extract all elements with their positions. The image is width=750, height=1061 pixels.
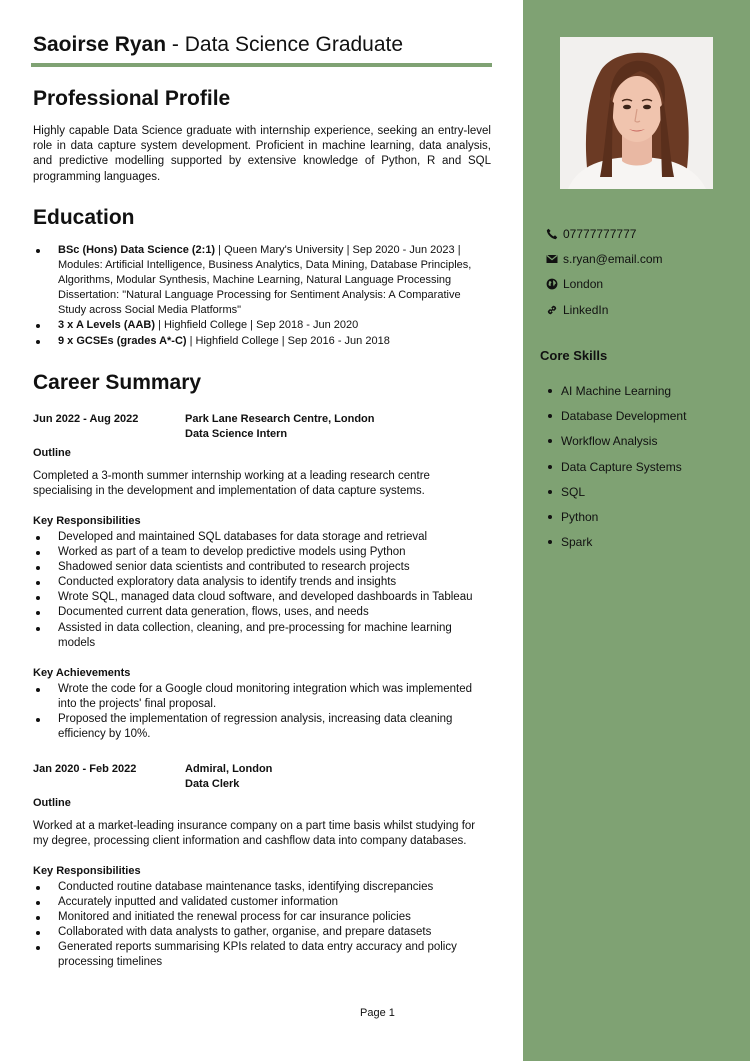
skill-item: Workflow Analysis [546,429,686,454]
responsibilities-label: Key Responsibilities [33,515,141,527]
education-list [33,243,491,349]
outline-label: Outline [33,797,71,809]
education-item [33,318,491,333]
responsibility-item: Conducted exploratory data analysis to identify trends and insights [33,575,491,590]
responsibilities-list [33,530,491,651]
candidate-title: Data Science Graduate [184,33,404,56]
email-address[interactable]: s.ryan@email.com [563,251,663,266]
skill-item: SQL [546,479,686,504]
outline-label: Outline [33,447,71,459]
responsibility-item: Documented current data generation, flows, uses, and needs [33,605,491,620]
responsibility-item: Wrote SQL, managed data cloud software, and developed dashboards in Tableau [33,590,491,605]
achievement-item: Wrote the code for a Google cloud monitoring integration which was implemented into the projects' final proposal. [33,682,491,712]
header-separator: - [166,33,185,56]
qualification-name: 9 x GCSEs (grades A*-C) [58,334,187,347]
qualification-details: | Highfield College | Sep 2018 - Jun 2020 [155,319,359,332]
responsibility-item: Accurately inputted and validated customer information [33,895,491,910]
qualification-name: BSc (Hons) Data Science (2:1) [58,244,216,256]
link-icon [546,304,558,316]
job-company: Park Lane Research Centre, London [185,413,375,425]
contact-list [546,221,663,322]
portrait-image [560,37,713,189]
profile-photo [560,37,713,189]
job-dates: Jan 2020 - Feb 2022 [33,763,137,775]
responsibility-item: Conducted routine database maintenance tasks, identifying discrepancies [33,880,491,895]
education-item [33,334,491,349]
job-company: Admiral, London [185,763,273,775]
job-employer [185,762,272,792]
achievement-item: Proposed the implementation of regression analysis, increasing data cleaning efficiency by 10%. [33,712,491,742]
profile-heading: Professional Profile [33,87,231,110]
skill-item: Spark [546,530,686,555]
job-employer [185,412,375,442]
skill-item: Database Development [546,403,686,428]
responsibilities-label: Key Responsibilities [33,865,141,877]
profile-text: Highly capable Data Science graduate with internship experience, seeking an entry-level role in data capture system development. Proficient in machine learning, data analysis, and predictive modelling supported by extensive knowledge of Python, R and SQL programming languages. [33,125,491,183]
resume-header [33,33,403,57]
qualification-details: | Queen Mary's University | Sep 2020 - Jun 2023 | Modules: Artificial Intelligence, Business Analytics, Data Mining, Database Principles, Algorithms, Modular Synthesis, Machine Learning, Natural Language Processing Dissertation: "Natural Language Processing for Sentiment Analysis: A Comparative Study across Social Media Platforms" [58,244,472,317]
envelope-icon [546,253,558,265]
career-heading: Career Summary [33,371,202,394]
responsibility-item: Monitored and initiated the renewal process for car insurance policies [33,910,491,925]
skill-item: AI Machine Learning [546,378,686,403]
candidate-name: Saoirse Ryan [33,33,167,56]
contact-email [546,246,663,271]
job-role: Data Clerk [185,778,240,791]
contact-phone [546,221,663,246]
responsibility-item: Shadowed senior data scientists and contributed to research projects [33,560,491,575]
job-outline: Completed a 3-month summer internship working at a leading research centre specialising in the development and implementation of data capture systems. [33,470,430,498]
achievements-list [33,682,491,742]
job-dates: Jun 2022 - Aug 2022 [33,413,139,425]
contact-linkedin [546,297,663,322]
linkedin-link[interactable]: LinkedIn [563,302,609,317]
skills-list [546,378,686,555]
skill-item: Python [546,504,686,529]
qualification-details: | Highfield College | Sep 2016 - Jun 2018 [186,334,390,347]
qualification-name: 3 x A Levels (AAB) [58,319,155,332]
phone-icon [546,228,558,240]
responsibility-item: Collaborated with data analysts to gather, organise, and prepare datasets [33,925,491,940]
education-item [33,243,491,318]
phone-number: 07777777777 [563,226,637,241]
education-heading: Education [33,206,135,229]
header-divider [31,63,492,67]
page-number: Page 1 [360,1007,395,1019]
job-outline: Worked at a market-leading insurance company on a part time basis whilst studying for my degree, processing client information and cashflow data into company databases. [33,820,476,848]
responsibility-item: Generated reports summarising KPIs related to data entry accuracy and policy processing timelines [33,940,491,970]
responsibility-item: Developed and maintained SQL databases for data storage and retrieval [33,530,491,545]
responsibility-item: Assisted in data collection, cleaning, and pre-processing for machine learning models [33,621,491,651]
job-role: Data Science Intern [185,428,288,441]
responsibility-item: Worked as part of a team to develop predictive models using Python [33,545,491,560]
contact-location [546,272,663,297]
globe-icon [546,278,558,290]
location: London [563,277,604,292]
achievements-label: Key Achievements [33,667,131,679]
responsibilities-list [33,880,491,971]
skills-heading: Core Skills [540,348,608,363]
skill-item: Data Capture Systems [546,454,686,479]
